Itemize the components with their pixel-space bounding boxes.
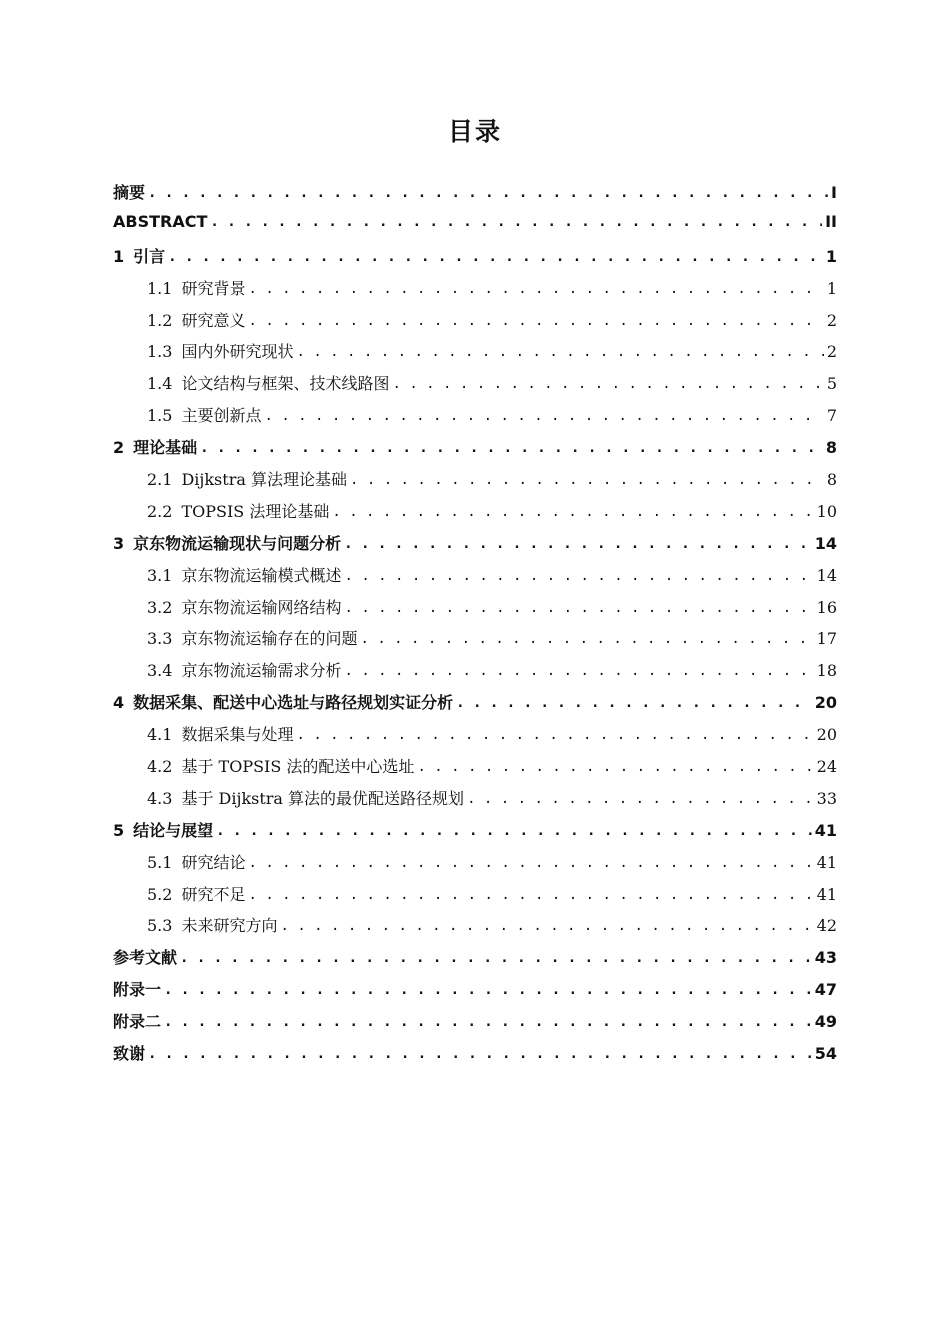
- toc-entry-page-number: 7: [826, 406, 837, 426]
- toc-entry-section[interactable]: [113, 339, 837, 371]
- toc-entry-page-number: 20: [816, 725, 837, 745]
- toc-entry-number: 5: [113, 820, 125, 840]
- toc-entry-page-number: 24: [816, 757, 837, 777]
- toc-entry-label: 数据采集、配送中心选址与路径规划实证分析: [133, 693, 454, 713]
- toc-entry-label: 京东物流运输现状与问题分析: [133, 533, 342, 553]
- toc-entry-label: 研究背景: [181, 278, 246, 298]
- dot-leader: [392, 376, 823, 392]
- toc-entry-label: 附录一: [113, 980, 162, 1000]
- toc-entry-page-number: 42: [816, 916, 837, 936]
- toc-entry-section[interactable]: [113, 882, 837, 914]
- toc-entry-number: 4.3: [147, 788, 173, 808]
- dot-leader: [164, 1014, 812, 1030]
- toc-entry-page-number: 16: [816, 597, 837, 617]
- toc-entry-section[interactable]: [113, 754, 837, 786]
- toc-entry-page-number: 2: [826, 342, 837, 362]
- toc-entry-label: 论文结构与框架、技术线路图: [181, 374, 390, 394]
- toc-entry-label: TOPSIS 法理论基础: [181, 501, 330, 521]
- toc-entry-label: 摘要: [113, 183, 146, 202]
- toc-entry-label: 结论与展望: [133, 820, 214, 840]
- dot-leader: [344, 600, 813, 616]
- dot-leader: [210, 214, 822, 230]
- toc-entry-number: 1: [113, 246, 125, 266]
- toc-entry-section[interactable]: [113, 722, 837, 754]
- toc-entry-label: 基于 Dijkstra 算法的最优配送路径规划: [181, 788, 465, 808]
- toc-entry-label: 附录二: [113, 1012, 162, 1032]
- toc-entry-label: 京东物流运输需求分析: [181, 661, 342, 681]
- toc-entry-number: 4.1: [147, 725, 173, 745]
- toc-entry-number: 2.1: [147, 470, 173, 490]
- toc-entry-section[interactable]: [113, 403, 837, 435]
- dot-leader: [248, 281, 823, 297]
- toc-entry-label: 京东物流运输网络结构: [181, 597, 342, 617]
- page-title: 目录: [447, 117, 502, 146]
- toc-entry-page-number: 8: [825, 438, 837, 458]
- toc-entry-page-number: 41: [816, 884, 837, 904]
- toc-entry-label: 研究结论: [181, 852, 246, 872]
- dot-leader: [456, 695, 812, 711]
- toc-entry-number: 1.4: [147, 374, 173, 394]
- dot-leader: [332, 504, 813, 520]
- toc-entry-chapter[interactable]: [113, 531, 837, 563]
- toc-entry-page-number: 47: [814, 980, 837, 1000]
- dot-leader: [168, 249, 823, 265]
- toc-entry-label: 主要创新点: [181, 406, 262, 426]
- toc-entry-section[interactable]: [113, 499, 837, 531]
- dot-leader: [344, 568, 813, 584]
- toc-entry-page-number: 41: [816, 852, 837, 872]
- toc-entry-chapter[interactable]: [113, 690, 837, 722]
- toc-entry-label: 理论基础: [133, 438, 198, 458]
- dot-leader: [216, 823, 812, 839]
- toc-entry-chapter[interactable]: [113, 435, 837, 467]
- toc-entry-chapter[interactable]: [113, 244, 837, 276]
- toc-entry-section[interactable]: [113, 308, 837, 340]
- toc-entry-label: 致谢: [113, 1044, 146, 1064]
- toc-entry-label: 国内外研究现状: [181, 342, 294, 362]
- toc-entry-section[interactable]: [113, 913, 837, 945]
- toc-entry-chapter[interactable]: [113, 1009, 837, 1041]
- toc-entry-number: 3.2: [147, 597, 173, 617]
- toc-entry-page-number: 8: [826, 470, 837, 490]
- toc-entry-number: 1.2: [147, 310, 173, 330]
- toc-entry-label: 数据采集与处理: [181, 725, 294, 745]
- toc-entry-page-number: 33: [816, 788, 837, 808]
- dot-leader: [350, 472, 824, 488]
- toc-entry-number: 5.2: [147, 884, 173, 904]
- toc-entry-page-number: 41: [814, 820, 837, 840]
- toc-entry-section[interactable]: [113, 276, 837, 308]
- dot-leader: [344, 536, 812, 552]
- toc-entry-page-number: 2: [826, 310, 837, 330]
- toc-entry-chapter[interactable]: [113, 945, 837, 977]
- toc-entry-page-number: 43: [814, 948, 837, 968]
- dot-leader: [180, 950, 812, 966]
- dot-leader: [164, 982, 812, 998]
- toc-entry-number: 1.1: [147, 278, 173, 298]
- toc-entry-number: 3: [113, 533, 125, 553]
- toc-entry-label: 基于 TOPSIS 法的配送中心选址: [181, 757, 415, 777]
- toc-entry-number: 1.5: [147, 406, 173, 426]
- toc-entry-page-number: 14: [814, 533, 837, 553]
- toc-entry-number: 5.3: [147, 916, 173, 936]
- toc-entry-number: 4: [113, 693, 125, 713]
- toc-entry-number: 3.3: [147, 629, 173, 649]
- toc-entry-number: 4.2: [147, 757, 173, 777]
- toc-entry-number: 2: [113, 438, 125, 458]
- toc-entry-label: 研究不足: [181, 884, 246, 904]
- toc-entry-label: Dijkstra 算法理论基础: [181, 470, 347, 490]
- dot-leader: [248, 855, 813, 871]
- toc-entry-chapter[interactable]: [113, 977, 837, 1009]
- dot-leader: [467, 791, 814, 807]
- dot-leader: [360, 631, 813, 647]
- toc-entry-label: 京东物流运输模式概述: [181, 565, 342, 585]
- toc-entry-label: 京东物流运输存在的问题: [181, 629, 358, 649]
- dot-leader: [200, 440, 823, 456]
- toc-entry-page-number: 54: [814, 1044, 837, 1064]
- toc-entry-page-number: 17: [816, 629, 837, 649]
- toc-entry-chapter[interactable]: [113, 212, 837, 244]
- dot-leader: [148, 185, 828, 201]
- toc-entry-page-number: 20: [814, 693, 837, 713]
- toc-entry-page-number: II: [825, 211, 837, 231]
- toc-entry-page-number: 18: [816, 661, 837, 681]
- toc-entry-page-number: 1: [826, 278, 837, 298]
- toc-entry-section[interactable]: [113, 658, 837, 690]
- table-of-contents: [113, 180, 837, 1073]
- toc-entry-label: 引言: [133, 246, 166, 266]
- dot-leader: [296, 727, 813, 743]
- toc-entry-page-number: 1: [825, 246, 837, 266]
- toc-entry-number: 3.1: [147, 565, 173, 585]
- toc-entry-number: 3.4: [147, 661, 173, 681]
- toc-entry-section[interactable]: [113, 467, 837, 499]
- toc-entry-page-number: 14: [816, 565, 837, 585]
- toc-entry-number: 5.1: [147, 852, 173, 872]
- toc-entry-label: 未来研究方向: [181, 916, 278, 936]
- toc-entry-section[interactable]: [113, 563, 837, 595]
- toc-entry-page-number: 5: [826, 374, 837, 394]
- dot-leader: [417, 759, 813, 775]
- toc-entry-label: 研究意义: [181, 310, 246, 330]
- toc-entry-chapter[interactable]: [113, 180, 837, 212]
- toc-entry-section[interactable]: [113, 371, 837, 403]
- dot-leader: [296, 344, 823, 360]
- toc-entry-page-number: 10: [816, 501, 837, 521]
- dot-leader: [264, 408, 823, 424]
- toc-entry-label: ABSTRACT: [113, 211, 208, 231]
- toc-entry-section[interactable]: [113, 626, 837, 658]
- dot-leader: [248, 313, 823, 329]
- dot-leader: [280, 918, 813, 934]
- toc-entry-chapter[interactable]: [113, 818, 837, 850]
- dot-leader: [148, 1046, 812, 1062]
- toc-entry-page-number: I: [831, 183, 837, 202]
- dot-leader: [344, 663, 813, 679]
- toc-entry-page-number: 49: [814, 1012, 837, 1032]
- toc-entry-label: 参考文献: [113, 948, 178, 968]
- toc-entry-section[interactable]: [113, 850, 837, 882]
- toc-entry-section[interactable]: [113, 786, 837, 818]
- toc-entry-number: 2.2: [147, 501, 173, 521]
- toc-entry-number: 1.3: [147, 342, 173, 362]
- toc-entry-chapter[interactable]: [113, 1041, 837, 1073]
- dot-leader: [248, 887, 813, 903]
- toc-entry-section[interactable]: [113, 595, 837, 627]
